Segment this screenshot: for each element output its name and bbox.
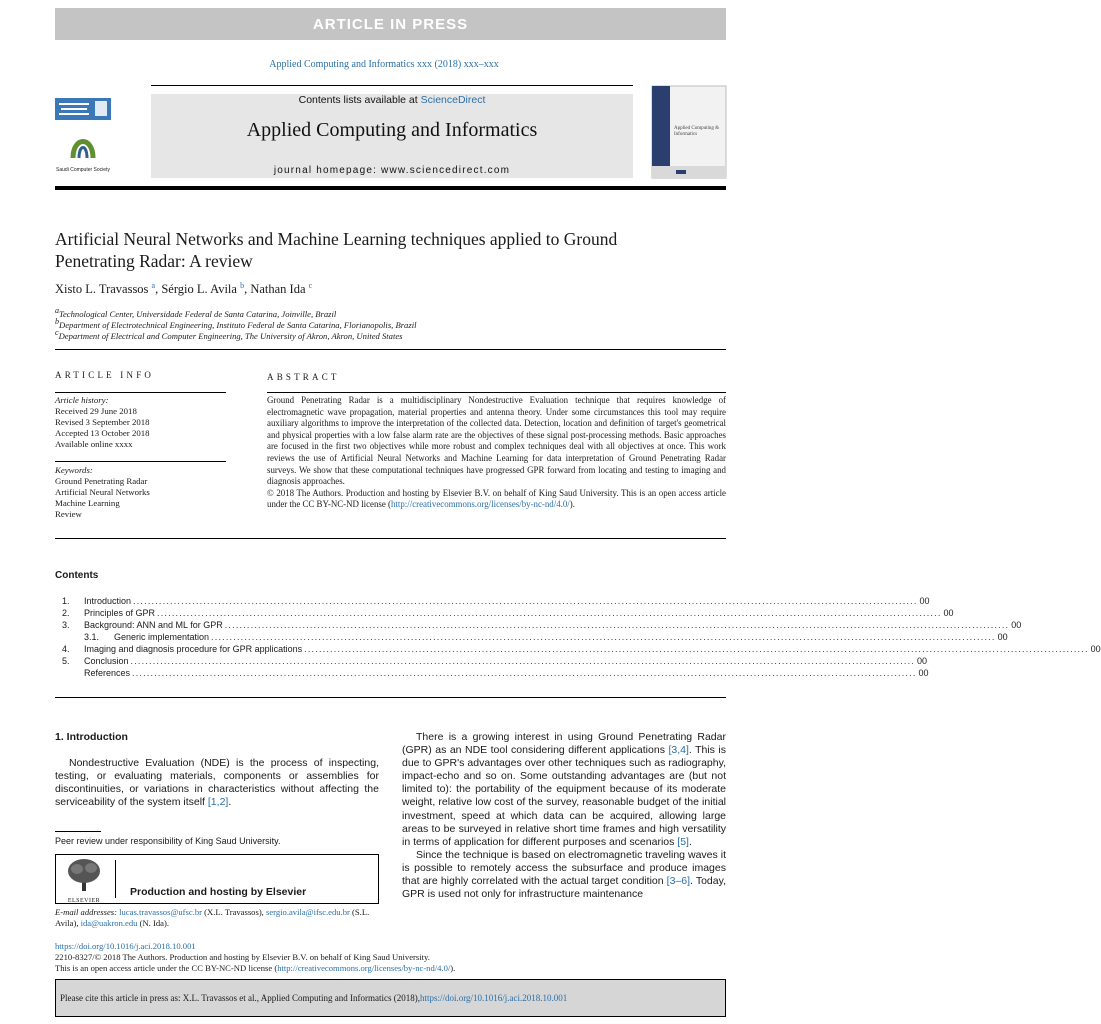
journal-homepage[interactable]: journal homepage: www.sciencedirect.com: [273, 165, 511, 176]
toc-title[interactable]: Imaging and diagnosis procedure for GPR applications: [84, 644, 303, 654]
affiliation-marker[interactable]: a: [151, 281, 156, 290]
history-accepted: Accepted 13 October 2018: [55, 428, 150, 438]
author-name: Nathan Ida: [250, 282, 306, 297]
affiliation: $^a$Technological Center, Universidade Federal de Santa Catarina, Joinville, Brazil: [55, 306, 337, 319]
article-in-press-banner: ARTICLE IN PRESS: [55, 8, 726, 40]
toc-title[interactable]: Conclusion: [84, 656, 129, 666]
affiliation: $^b$Department of Electrotechnical Engineering, Instituto Federal de Santa Catarina, Florianopolis, Brazil: [55, 317, 417, 330]
cite-text: Please cite this article in press as: X.L. Travassos et al., Applied Computing and Informatics (2018),: [60, 993, 420, 1003]
history-revised: Revised 3 September 2018: [55, 417, 150, 427]
affiliation-marker[interactable]: c: [308, 281, 313, 290]
toc-page: 00: [917, 656, 928, 666]
section-rule: [55, 538, 726, 539]
toc-page: 00: [918, 668, 929, 678]
cite-doi-link[interactable]: https://doi.org/10.1016/j.aci.2018.10.001: [419, 993, 568, 1003]
toc-page: 00: [943, 608, 954, 618]
footnote-rule: [55, 831, 101, 832]
header-thick-rule: [55, 186, 726, 190]
journal-title: Applied Computing and Informatics: [246, 119, 538, 141]
toc-entry[interactable]: 3.1. Generic implementation .................................................................................................................................................................................................................... 00: [84, 632, 1008, 642]
toc-title[interactable]: Principles of GPR: [84, 608, 156, 618]
keywords-label: Keywords:: [55, 465, 93, 475]
cite-this-article-box: [55, 979, 726, 1017]
section-rule: [55, 697, 726, 698]
citation-link[interactable]: [3,4]: [668, 744, 689, 757]
toc-leader: ....................................................................................................................................................................................................................: [133, 596, 918, 606]
elsevier-divider: [115, 860, 116, 898]
section-rule: [55, 349, 726, 350]
production-hosting-text: Production and hosting by Elsevier: [130, 886, 307, 898]
toc-leader: ....................................................................................................................................................................................................................: [211, 632, 996, 642]
keyword-item: Review: [55, 509, 82, 519]
toc-leader: ....................................................................................................................................................................................................................: [157, 608, 942, 618]
toc-page: 00: [1011, 620, 1022, 630]
toc-page: 00: [997, 632, 1008, 642]
toc-title[interactable]: References: [84, 668, 131, 678]
keyword-item: Artificial Neural Networks: [55, 487, 150, 497]
doi-block: [55, 941, 735, 973]
contents-available: [151, 94, 633, 106]
keywords-rule: [55, 461, 226, 462]
abstract-rule: [267, 392, 726, 393]
author-name: Sérgio L. Avila: [161, 282, 237, 297]
email-addresses: E-mail addresses: lucas.travassos@ufsc.br (X.L. Travassos), sergio.avila@ifsc.edu.br (S.L. Avila), ida@uakron.edu (N. Ida).: [55, 907, 370, 928]
toc-entry[interactable]: [62, 667, 929, 679]
history-received: Received 29 June 2018: [55, 406, 137, 416]
toc-title[interactable]: Introduction: [84, 596, 132, 606]
author-name: Xisto L. Travassos: [55, 282, 149, 297]
intro-paragraph: Nondestructive Evaluation (NDE) is the process of inspecting, testing, or evaluating materials, components or assemblies for discontinuities, or variations in characteristics without affecting the serviceability of the system itself [1,2].: [55, 757, 379, 809]
toc-title[interactable]: Background: ANN and ML for GPR: [84, 620, 223, 630]
abstract-paragraph: Ground Penetrating Radar is a multidisciplinary Nondestructive Evaluation technique that requires knowledge of electromagnetic wave propagation, material properties and antenna theory. Under some circumstances this tool may require auxiliary algorithms to improve the interpretation of the collected data. Detection, location and definition of target's geometrical and physical properties with a low false alarm rate are the objectives of these signal post-processing methods. Basic approaches are focused in the first two objectives while more robust and complex techniques deal with all objectives at once. This work reviews the use of Artificial Neural Networks and Machine Learning for data interpretation of Ground Penetrating Radar surveys. We show that these computational techniques have progressed GPR forward from locating and testing to imaging and diagnosis approaches.: [267, 395, 726, 487]
toc-leader: ....................................................................................................................................................................................................................: [224, 620, 1010, 630]
article-title: Artificial Neural Networks and Machine Learning techniques applied to Ground Penetrating Radar: A review: [55, 229, 618, 271]
citation-link[interactable]: [5]: [677, 835, 689, 848]
abstract-copyright: © 2018 The Authors. Production and hosting by Elsevier B.V. on behalf of King Saud University. This is an open access article under the CC BY-NC-ND license (http://creativecommons.org/licenses/by-nc-nd/4.0/).: [267, 487, 726, 510]
cover-title: Applied Computing & Informatics: [674, 126, 719, 137]
sciencedirect-link[interactable]: ScienceDirect: [420, 94, 486, 106]
king-saud-university-logo: [55, 98, 111, 120]
email-link[interactable]: sergio.avila@ifsc.edu.br: [265, 907, 350, 917]
header-top-rule: [151, 85, 633, 86]
keyword-item: Ground Penetrating Radar: [55, 476, 148, 486]
toc-page: 00: [919, 596, 930, 606]
toc-entry[interactable]: 3. Background: ANN and ML for GPR .................................................................................................................................................................................................................... 00: [62, 620, 1022, 630]
license-link[interactable]: http://creativecommons.org/licenses/by-nc-nd/4.0/: [390, 499, 570, 510]
peer-review-note: Peer review under responsibility of King Saud University.: [55, 836, 281, 846]
email-link[interactable]: ida@uakron.edu: [80, 918, 138, 928]
keyword-item: Machine Learning: [55, 498, 120, 508]
elsevier-wordmark: ELSEVIER: [67, 898, 101, 904]
affiliation: $^c$Department of Electrical and Computer Engineering, The University of Akron, Akron, United States: [55, 328, 403, 341]
toc-leader: ....................................................................................................................................................................................................................: [304, 644, 1089, 654]
citation-link[interactable]: [1,2]: [207, 796, 229, 809]
article-info-rule: [55, 392, 226, 393]
saudi-computer-society-logo: [55, 128, 111, 174]
affiliation-marker[interactable]: b: [240, 281, 245, 290]
elsevier-tree-logo: [63, 857, 105, 904]
journal-reference-link[interactable]: Applied Computing and Informatics xxx (2018) xxx–xxx: [269, 59, 499, 70]
toc-entry[interactable]: 4. Imaging and diagnosis procedure for GPR applications .................................................................................................................................................................................................................... 00: [62, 644, 1101, 654]
article-info-heading: ARTICLE INFO: [55, 370, 155, 380]
issn-line: 2210-8327/© 2018 The Authors. Production and hosting by Elsevier B.V. on behalf of King Saud University.: [55, 951, 430, 962]
toc-title[interactable]: Generic implementation: [114, 632, 210, 642]
author-list: Xisto L. Travassos $^a$, Sérgio L. Avila $^b$, Nathan Ida $^c$: [55, 281, 313, 297]
toc-entry[interactable]: 5. Conclusion .................................................................................................................................................................................................................... 00: [62, 656, 928, 666]
history-online: Available online xxxx: [55, 439, 133, 449]
license-line: This is an open access article under the CC BY-NC-ND license (http://creativecommons.org/licenses/by-nc-nd/4.0/).: [55, 962, 456, 973]
toc-leader: ....................................................................................................................................................................................................................: [132, 668, 917, 678]
contents-heading: Contents: [55, 570, 99, 581]
society-caption: Saudi Computer Society: [56, 167, 110, 173]
email-link[interactable]: lucas.travassos@ufsc.br: [119, 907, 202, 917]
journal-cover-thumbnail: [652, 86, 726, 178]
intro-paragraph-right: There is a growing interest in using Ground Penetrating Radar (GPR) as an NDE tool considering different applications [3,4]. This is due to GPR's advantages over other techniques such as radiography, impact-echo and so on. Some outstanding advantages are (but not limited to): the portability of the equipment because of its moderate weight, relative low cost of the survey, reasonable budget of the initial investment, speed at which data can be acquired, allowing large areas to be surveyed in relative short time frames and high versatility in terms of application for different purposes and scenarios [5]. Since the technique is based on electromagnetic traveling waves it is possible to remotely access the subsurface and produce images that are highly correlated with the actual target condition [3–6]. Today, GPR is used not only for infrastructure maintenance: [402, 731, 726, 901]
toc-leader: ....................................................................................................................................................................................................................: [130, 656, 916, 666]
citation-link[interactable]: [3–6]: [666, 875, 691, 888]
introduction-heading: 1. Introduction: [55, 731, 128, 743]
toc-entry[interactable]: 2. Principles of GPR .................................................................................................................................................................................................................... 00: [62, 608, 954, 618]
toc-entry[interactable]: 1. Introduction .................................................................................................................................................................................................................... 00: [62, 596, 930, 606]
contents-available-label: Contents lists available at: [298, 94, 418, 106]
doi-link[interactable]: https://doi.org/10.1016/j.aci.2018.10.001: [55, 941, 196, 951]
history-label: Article history:: [55, 395, 109, 405]
abstract-body: [267, 395, 726, 511]
toc-page: 00: [1090, 644, 1101, 654]
license-link[interactable]: http://creativecommons.org/licenses/by-nc-nd/4.0/: [277, 962, 451, 973]
abstract-heading: ABSTRACT: [267, 372, 340, 382]
